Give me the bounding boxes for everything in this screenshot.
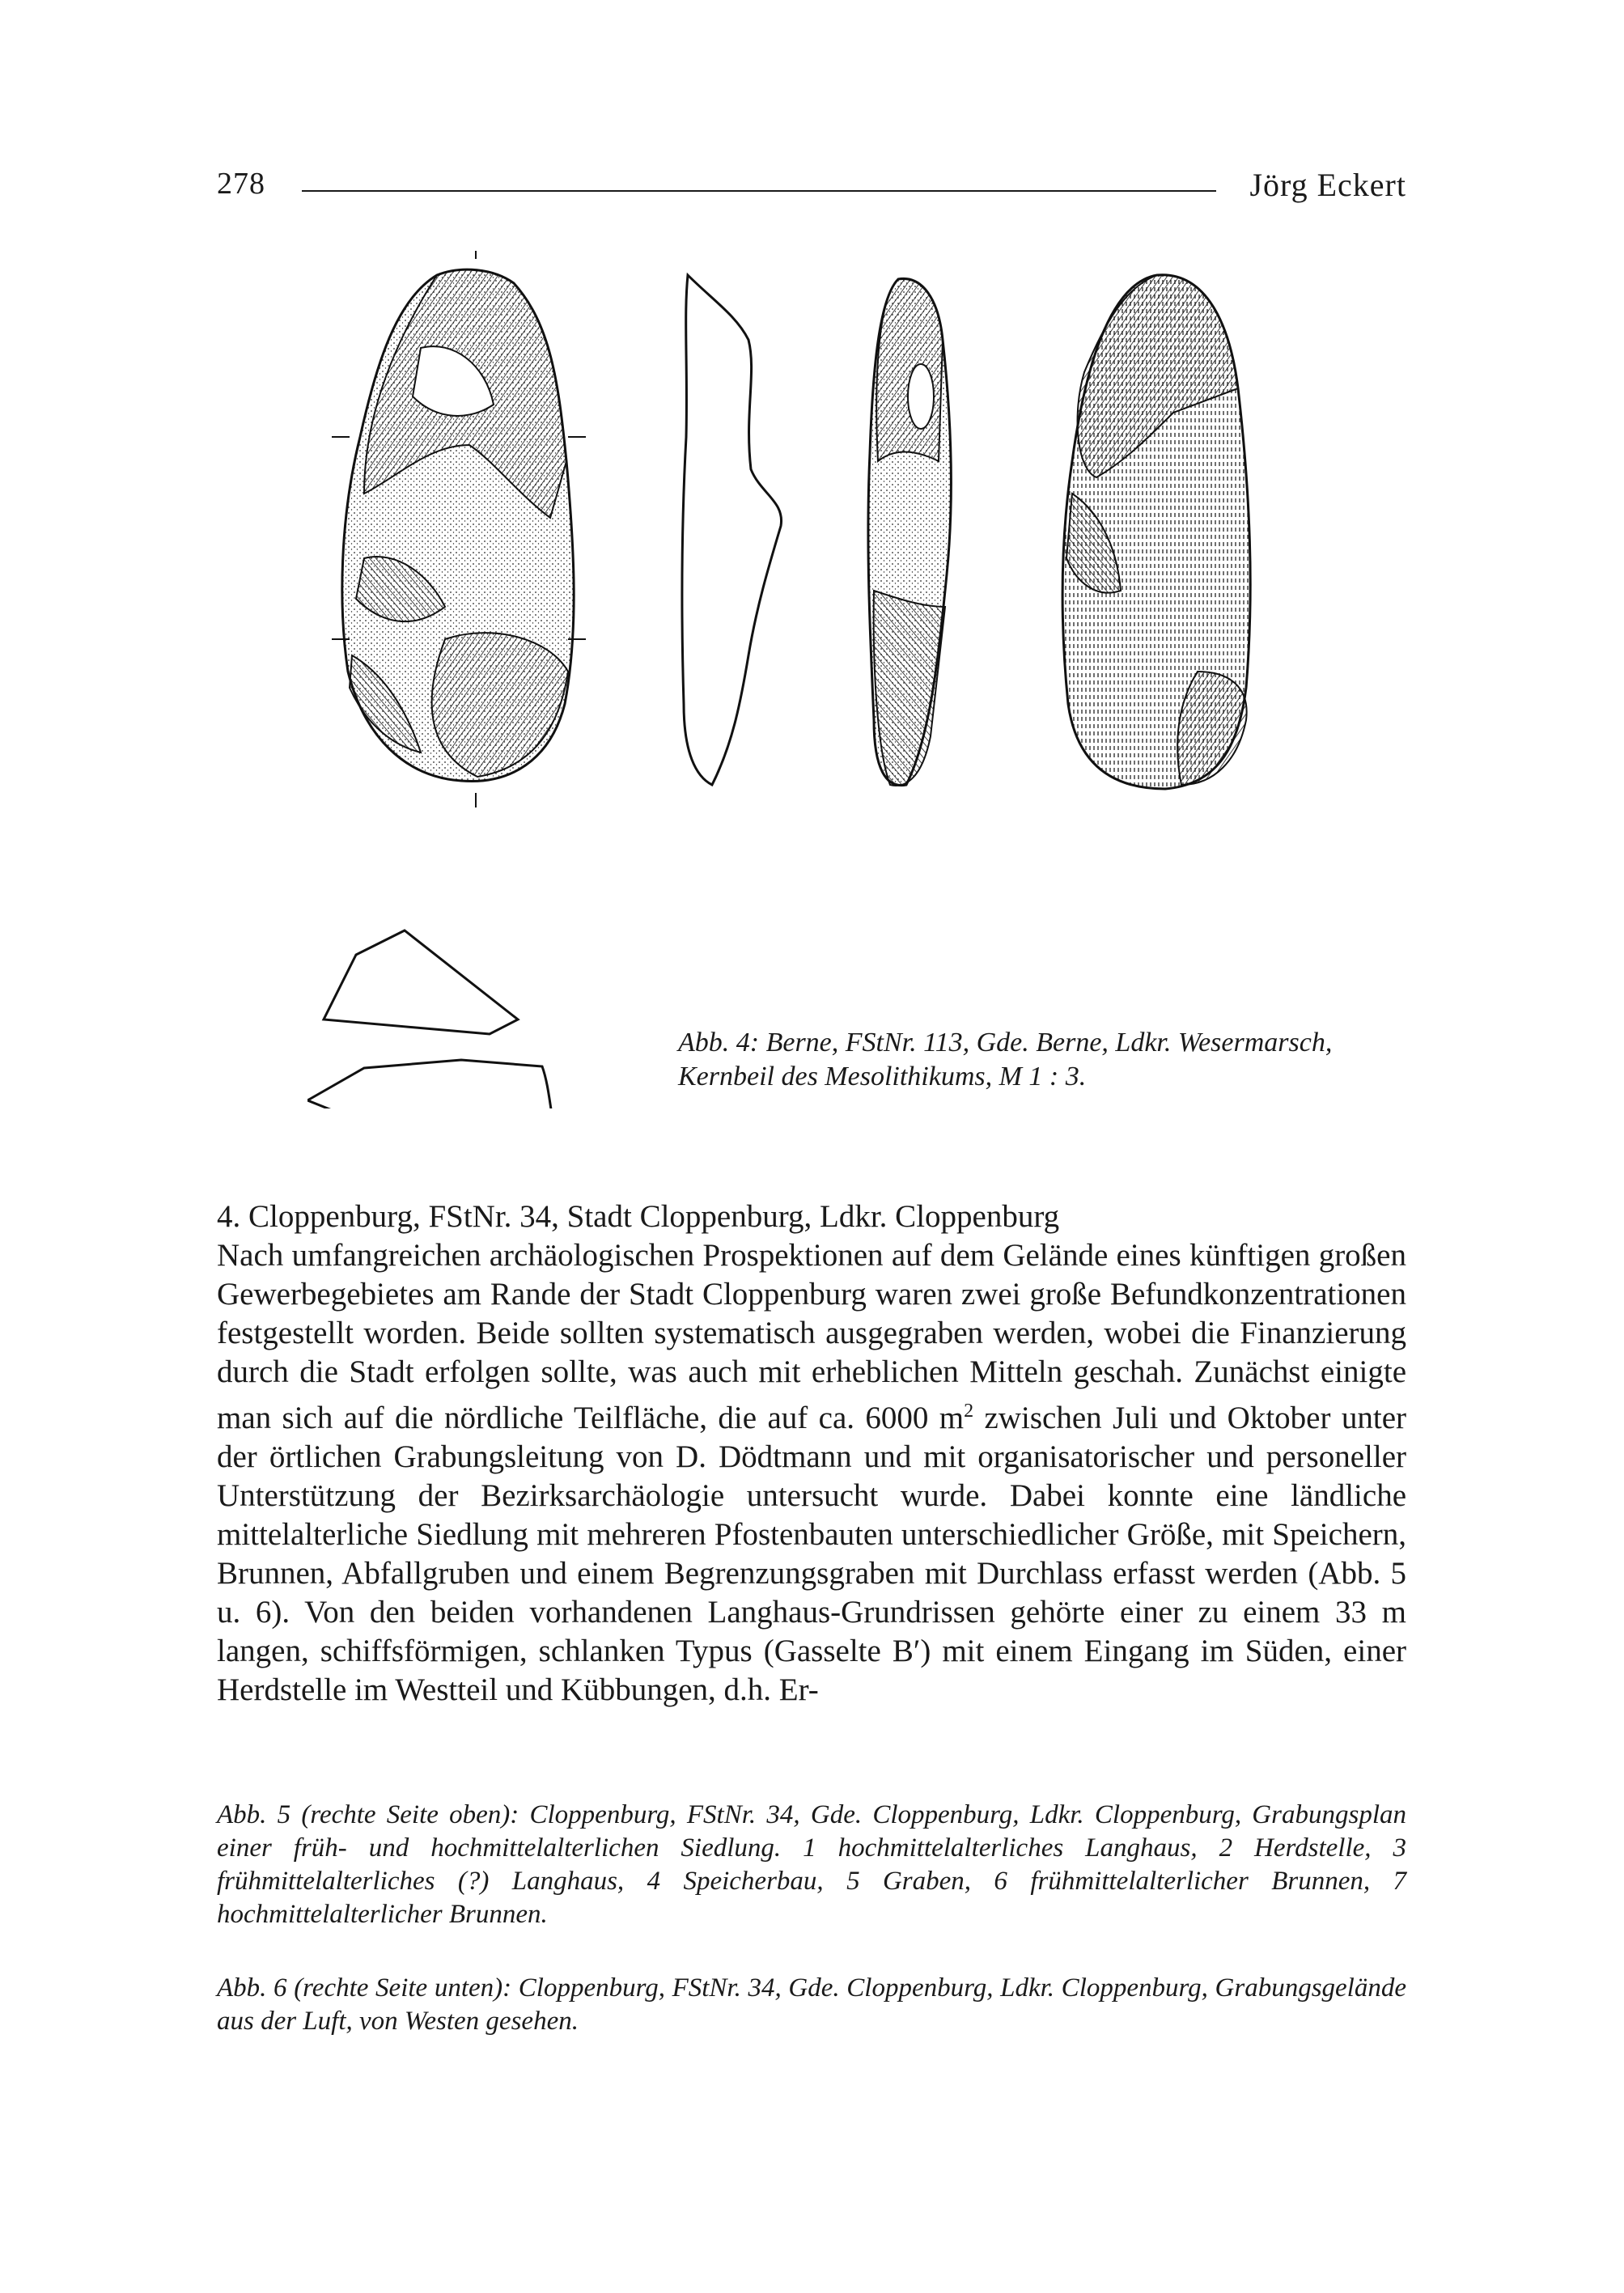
page-number: 278 [217, 167, 265, 201]
body-text-part2: zwischen Juli und Oktober unter der örtlichen Grabungsleitung von D. Dödtmann und mit organisatorischer und personeller Unterstützung der Bezirksarchäologie untersucht wurde. Dabei konnte eine ländliche mittelalterliche Siedlung mit mehreren Pfostenbauten unterschiedlicher Größe, mit Speichern, Brunnen, Abfallgruben und einem Begrenzungsgraben mit Durchlass erfasst werden (Abb. 5 u. 6). Von den beiden vorhandenen Langhaus-Grundrissen gehörte einer zu einem 33 m langen, schiffsförmigen, schlanken Typus (Gasselte B′) mit einem Eingang im Süden, einer Herdstelle im Westteil und Kübbungen, d.h. Er- [217, 1401, 1407, 1707]
running-author: Jörg Eckert [1249, 167, 1406, 203]
figure-6-caption [217, 1972, 1406, 2038]
figure-5-caption [217, 1799, 1406, 1931]
figure-4-core-axe-drawing [307, 251, 1424, 1108]
axe-butt-section [307, 1060, 554, 1108]
header-rule [302, 190, 1216, 192]
figure-4-caption-line2: Kernbeil des Mesolithikums, M 1 : 3. [678, 1062, 1087, 1091]
axe-view-front [332, 251, 586, 807]
axe-view-side-outline [682, 275, 782, 785]
axe-cross-section [324, 930, 518, 1034]
superscript-squared: 2 [964, 1401, 974, 1422]
figure-5-caption-text: Abb. 5 (rechte Seite oben): Cloppenburg, FStNr. 34, Gde. Cloppenburg, Ldkr. Cloppenburg, Grabungsplan einer früh- und hochmittelalterlichen Siedlung. 1 hochmittelalterliches Langhaus, 2 Herdstelle, 3 frühmittelalterliches (?) Langhaus, 4 Speicherbau, 5 Graben, 6 frühmittelalterlicher Brunnen, 7 hochmittelalterlicher Brunnen. [217, 1800, 1406, 1929]
figure-6-caption-text: Abb. 6 (rechte Seite unten): Cloppenburg, FStNr. 34, Gde. Cloppenburg, Ldkr. Cloppenburg, Grabungsgelände aus der Luft, von Westen gesehen. [217, 1973, 1406, 2036]
running-header [217, 166, 1406, 214]
axe-view-edge [868, 278, 952, 785]
figure-4-caption [678, 1026, 1423, 1094]
axe-view-back [1062, 275, 1250, 789]
section-body [217, 1236, 1406, 1710]
figure-4-caption-line1: Abb. 4: Berne, FStNr. 113, Gde. Berne, Ldkr. Wesermarsch, [678, 1028, 1333, 1057]
body-text-part1: Nach umfangreichen archäologischen Prospektionen auf dem Gelände eines künftigen großen Gewerbegebietes am Rande der Stadt Cloppenburg waren zwei große Befundkonzentrationen festgestellt worden. Beide sollten systematisch ausgegraben werden, wobei die Finanzierung durch die Stadt erfolgen sollte, was auch mit erheblichen Mitteln geschah. Zunächst einigte man sich auf die nördliche Teilfläche, die auf ca. 6000 m [217, 1238, 1406, 1435]
section-heading: 4. Cloppenburg, FStNr. 34, Stadt Cloppenburg, Ldkr. Cloppenburg [217, 1199, 1060, 1234]
section-4-cloppenburg [217, 1197, 1406, 1710]
